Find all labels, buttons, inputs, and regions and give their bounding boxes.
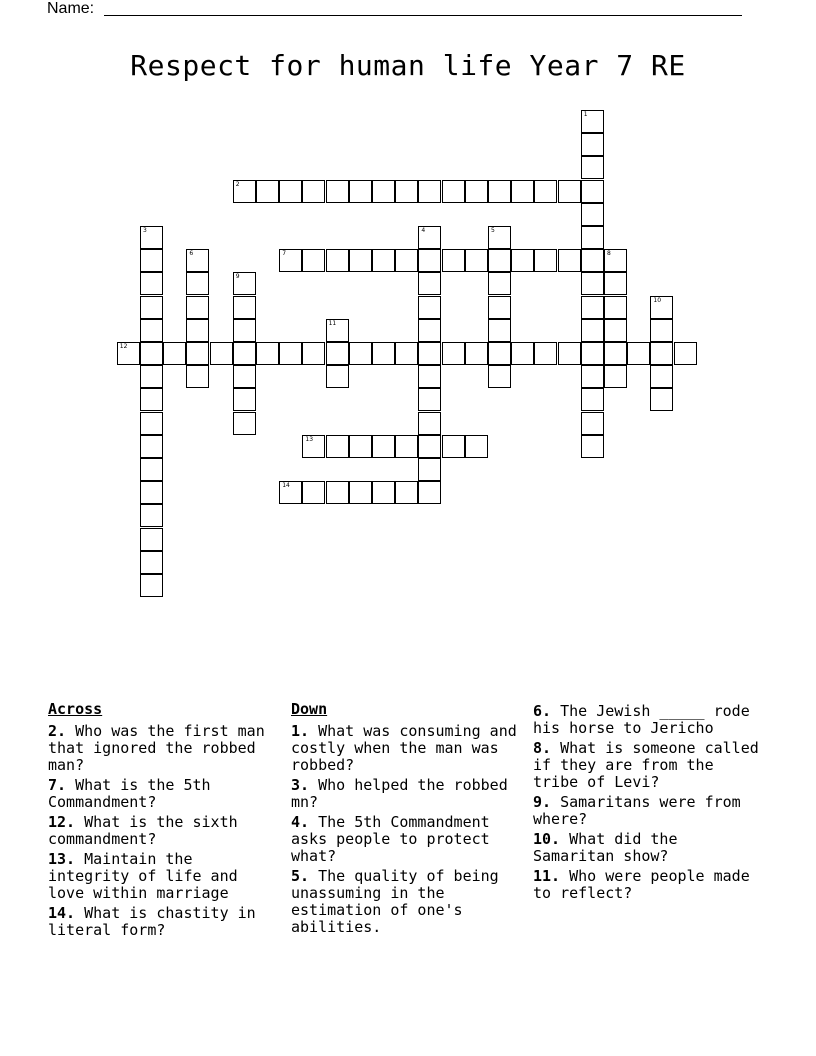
- grid-cell[interactable]: [372, 180, 395, 203]
- grid-cell[interactable]: [465, 249, 488, 272]
- clue-number: 14.: [48, 904, 76, 922]
- clue-item: [291, 723, 523, 774]
- grid-cell[interactable]: [581, 296, 604, 319]
- grid-cell[interactable]: [442, 342, 465, 365]
- clue-number: 9.: [533, 793, 552, 811]
- grid-cell[interactable]: [581, 180, 604, 203]
- grid-cell[interactable]: [442, 249, 465, 272]
- clue-text: What is the 5th Commandment?: [48, 776, 211, 811]
- grid-cell[interactable]: [581, 435, 604, 458]
- grid-cell[interactable]: [534, 249, 557, 272]
- clue-text: The quality of being unassuming in the estimation of one's abilities.: [291, 867, 499, 936]
- grid-cell[interactable]: [140, 435, 163, 458]
- clue-text: What was consuming and costly when the man was robbed?: [291, 722, 517, 774]
- grid-cell[interactable]: [326, 342, 349, 365]
- name-label: Name:: [47, 0, 95, 17]
- down-heading: Down: [291, 700, 328, 718]
- grid-cell[interactable]: [395, 249, 418, 272]
- clue-text: What is chastity in literal form?: [48, 904, 256, 939]
- clue-number: 7: [282, 250, 287, 258]
- clue-number: 5.: [291, 867, 310, 885]
- grid-cell[interactable]: [581, 272, 604, 295]
- grid-cell[interactable]: [256, 342, 279, 365]
- grid-cell[interactable]: [395, 342, 418, 365]
- grid-cell[interactable]: [186, 319, 209, 342]
- grid-cell[interactable]: [488, 365, 511, 388]
- clue-number: 3.: [291, 776, 310, 794]
- grid-cell[interactable]: [604, 365, 627, 388]
- grid-cell[interactable]: [488, 272, 511, 295]
- grid-cell[interactable]: [465, 435, 488, 458]
- clue-number: 5: [491, 227, 495, 234]
- grid-cell[interactable]: [163, 342, 186, 365]
- clue-number: 8.: [533, 739, 552, 757]
- grid-cell[interactable]: [604, 272, 627, 295]
- grid-cell[interactable]: [233, 388, 256, 411]
- grid-cell[interactable]: [604, 296, 627, 319]
- clue-item: [291, 777, 523, 811]
- grid-cell[interactable]: [233, 342, 256, 365]
- grid-cell[interactable]: [140, 319, 163, 342]
- grid-cell[interactable]: [233, 365, 256, 388]
- clue-item: [48, 723, 280, 774]
- grid-cell[interactable]: [256, 180, 279, 203]
- clue-item: [291, 868, 523, 936]
- grid-cell[interactable]: [627, 342, 650, 365]
- clue-number: 8: [607, 250, 611, 258]
- grid-cell[interactable]: [418, 435, 441, 458]
- grid-cell[interactable]: [511, 180, 534, 203]
- grid-cell[interactable]: [418, 412, 441, 435]
- grid-cell[interactable]: [581, 319, 604, 342]
- grid-cell[interactable]: [534, 342, 557, 365]
- clue-text: The 5th Commandment asks people to protect what?: [291, 813, 490, 865]
- clue-text: What is the sixth commandment?: [48, 813, 238, 848]
- grid-cell[interactable]: [534, 180, 557, 203]
- clue-item: [533, 703, 765, 737]
- clue-text: Who helped the robbed mn?: [291, 776, 508, 811]
- grid-cell[interactable]: [186, 342, 209, 365]
- clue-item: [533, 794, 765, 828]
- grid-cell[interactable]: [395, 180, 418, 203]
- grid-cell[interactable]: [349, 435, 372, 458]
- grid-cell[interactable]: [326, 180, 349, 203]
- grid-cell[interactable]: [581, 388, 604, 411]
- grid-cell[interactable]: [418, 296, 441, 319]
- clue-number: 4.: [291, 813, 310, 831]
- grid-cell[interactable]: [488, 226, 511, 249]
- grid-cell[interactable]: [233, 412, 256, 435]
- grid-cell[interactable]: [279, 342, 302, 365]
- grid-cell[interactable]: [581, 342, 604, 365]
- grid-cell[interactable]: [349, 342, 372, 365]
- grid-cell[interactable]: [210, 342, 233, 365]
- grid-cell[interactable]: [581, 203, 604, 226]
- clue-number: 11.: [533, 867, 561, 885]
- clue-item: [48, 777, 280, 811]
- grid-cell[interactable]: [326, 249, 349, 272]
- clues-down-column-1: [291, 700, 523, 939]
- clues-down-column-2: [533, 703, 765, 905]
- clue-number: 14: [282, 482, 290, 490]
- grid-cell[interactable]: [488, 180, 511, 203]
- grid-cell[interactable]: [581, 412, 604, 435]
- grid-cell[interactable]: [488, 296, 511, 319]
- clue-text: What is someone called if they are from the tribe of Levi?: [533, 739, 759, 791]
- grid-cell[interactable]: [186, 249, 209, 272]
- clue-number: 10.: [533, 830, 561, 848]
- clue-number: 10: [653, 296, 662, 304]
- clue-item: [48, 851, 280, 902]
- grid-cell[interactable]: [302, 249, 325, 272]
- grid-cell[interactable]: [465, 342, 488, 365]
- across-clue-list: [48, 723, 280, 939]
- clue-text: The Jewish _____ rode his horse to Jericho: [533, 702, 750, 737]
- grid-cell[interactable]: [558, 249, 581, 272]
- grid-cell[interactable]: [186, 272, 209, 295]
- clue-text: What did the Samaritan show?: [533, 830, 678, 865]
- grid-cell[interactable]: [140, 249, 163, 272]
- grid-cell[interactable]: [372, 249, 395, 272]
- grid-cell[interactable]: [581, 110, 604, 133]
- grid-cell[interactable]: [418, 388, 441, 411]
- grid-cell[interactable]: [395, 435, 418, 458]
- grid-cell[interactable]: [581, 156, 604, 179]
- clue-number: 12.: [48, 813, 76, 831]
- grid-cell[interactable]: [604, 319, 627, 342]
- down-clue-list-2: [533, 703, 765, 902]
- grid-cell[interactable]: [418, 319, 441, 342]
- grid-cell[interactable]: [581, 249, 604, 272]
- clue-number: 6: [189, 250, 194, 258]
- grid-cell[interactable]: [140, 226, 163, 249]
- grid-cell[interactable]: [279, 249, 302, 272]
- clue-item: [48, 814, 280, 848]
- grid-cell[interactable]: [488, 319, 511, 342]
- grid-cell[interactable]: [418, 226, 441, 249]
- grid-cell[interactable]: [186, 365, 209, 388]
- grid-cell[interactable]: [395, 481, 418, 504]
- clue-text: Who were people made to reflect?: [533, 867, 750, 902]
- grid-cell[interactable]: [650, 365, 673, 388]
- grid-cell[interactable]: [140, 296, 163, 319]
- grid-cell[interactable]: [117, 342, 140, 365]
- grid-cell[interactable]: [233, 296, 256, 319]
- grid-cell[interactable]: [140, 272, 163, 295]
- clue-text: Samaritans were from where?: [533, 793, 741, 828]
- clue-number: 7.: [48, 776, 67, 794]
- grid-cell[interactable]: [140, 528, 163, 551]
- clue-text: Maintain the integrity of life and love within marriage: [48, 850, 238, 902]
- grid-cell[interactable]: [604, 342, 627, 365]
- grid-cell[interactable]: [442, 435, 465, 458]
- grid-cell[interactable]: [140, 365, 163, 388]
- grid-cell[interactable]: [233, 180, 256, 203]
- grid-cell[interactable]: [279, 180, 302, 203]
- grid-cell[interactable]: [581, 133, 604, 156]
- grid-cell[interactable]: [650, 319, 673, 342]
- clue-item: [533, 868, 765, 902]
- clue-number: 4: [421, 227, 426, 234]
- clue-item: [291, 814, 523, 865]
- grid-cell[interactable]: [302, 435, 325, 458]
- grid-cell[interactable]: [349, 481, 372, 504]
- name-line: [47, 0, 94, 18]
- clue-number: 9: [235, 273, 240, 281]
- grid-cell[interactable]: [511, 342, 534, 365]
- grid-cell[interactable]: [581, 365, 604, 388]
- clue-number: 3: [143, 227, 147, 234]
- clues-across-column: [48, 700, 280, 942]
- grid-cell[interactable]: [233, 272, 256, 295]
- clue-number: 2.: [48, 722, 67, 740]
- grid-cell[interactable]: [140, 551, 163, 574]
- grid-cell[interactable]: [418, 481, 441, 504]
- grid-cell[interactable]: [488, 249, 511, 272]
- grid-cell[interactable]: [279, 481, 302, 504]
- grid-cell[interactable]: [418, 249, 441, 272]
- clue-number: 2: [235, 180, 240, 188]
- grid-cell[interactable]: [650, 388, 673, 411]
- grid-cell[interactable]: [674, 342, 697, 365]
- grid-cell[interactable]: [302, 342, 325, 365]
- clue-item: [533, 831, 765, 865]
- grid-cell[interactable]: [418, 458, 441, 481]
- across-heading: Across: [48, 700, 103, 718]
- grid-cell[interactable]: [604, 249, 627, 272]
- grid-cell[interactable]: [326, 435, 349, 458]
- grid-cell[interactable]: [650, 342, 673, 365]
- grid-cell[interactable]: [581, 226, 604, 249]
- grid-cell[interactable]: [465, 180, 488, 203]
- clue-text: Who was the first man that ignored the robbed man?: [48, 722, 265, 774]
- name-write-line[interactable]: [104, 15, 742, 16]
- grid-cell[interactable]: [372, 342, 395, 365]
- grid-cell[interactable]: [140, 388, 163, 411]
- grid-cell[interactable]: [140, 412, 163, 435]
- grid-cell[interactable]: [418, 342, 441, 365]
- grid-cell[interactable]: [326, 365, 349, 388]
- clue-number: 11: [328, 319, 337, 327]
- clue-number: 13: [305, 435, 314, 443]
- clue-number: 12: [119, 343, 128, 350]
- clue-item: [533, 740, 765, 791]
- clue-number: 13.: [48, 850, 76, 868]
- grid-cell[interactable]: [372, 435, 395, 458]
- grid-cell[interactable]: [372, 481, 395, 504]
- grid-cell[interactable]: [349, 180, 372, 203]
- grid-cell[interactable]: [418, 180, 441, 203]
- down-clue-list-1: [291, 723, 523, 936]
- grid-cell[interactable]: [140, 458, 163, 481]
- grid-cell[interactable]: [326, 481, 349, 504]
- grid-cell[interactable]: [488, 342, 511, 365]
- clue-number: 1: [583, 111, 588, 118]
- grid-cell[interactable]: [349, 249, 372, 272]
- grid-cell[interactable]: [233, 319, 256, 342]
- grid-cell[interactable]: [140, 342, 163, 365]
- clue-item: [48, 905, 280, 939]
- clue-number: 1.: [291, 722, 310, 740]
- page-title: Respect for human life Year 7 RE: [130, 49, 686, 82]
- grid-cell[interactable]: [442, 180, 465, 203]
- grid-cell[interactable]: [511, 249, 534, 272]
- grid-cell[interactable]: [418, 272, 441, 295]
- grid-cell[interactable]: [650, 296, 673, 319]
- clue-number: 6.: [533, 702, 552, 720]
- grid-cell[interactable]: [140, 574, 163, 597]
- grid-cell[interactable]: [558, 180, 581, 203]
- grid-cell[interactable]: [140, 504, 163, 527]
- grid-cell[interactable]: [302, 180, 325, 203]
- grid-cell[interactable]: [186, 296, 209, 319]
- grid-cell[interactable]: [302, 481, 325, 504]
- grid-cell[interactable]: [418, 365, 441, 388]
- grid-cell[interactable]: [558, 342, 581, 365]
- grid-cell[interactable]: [326, 319, 349, 342]
- grid-cell[interactable]: [140, 481, 163, 504]
